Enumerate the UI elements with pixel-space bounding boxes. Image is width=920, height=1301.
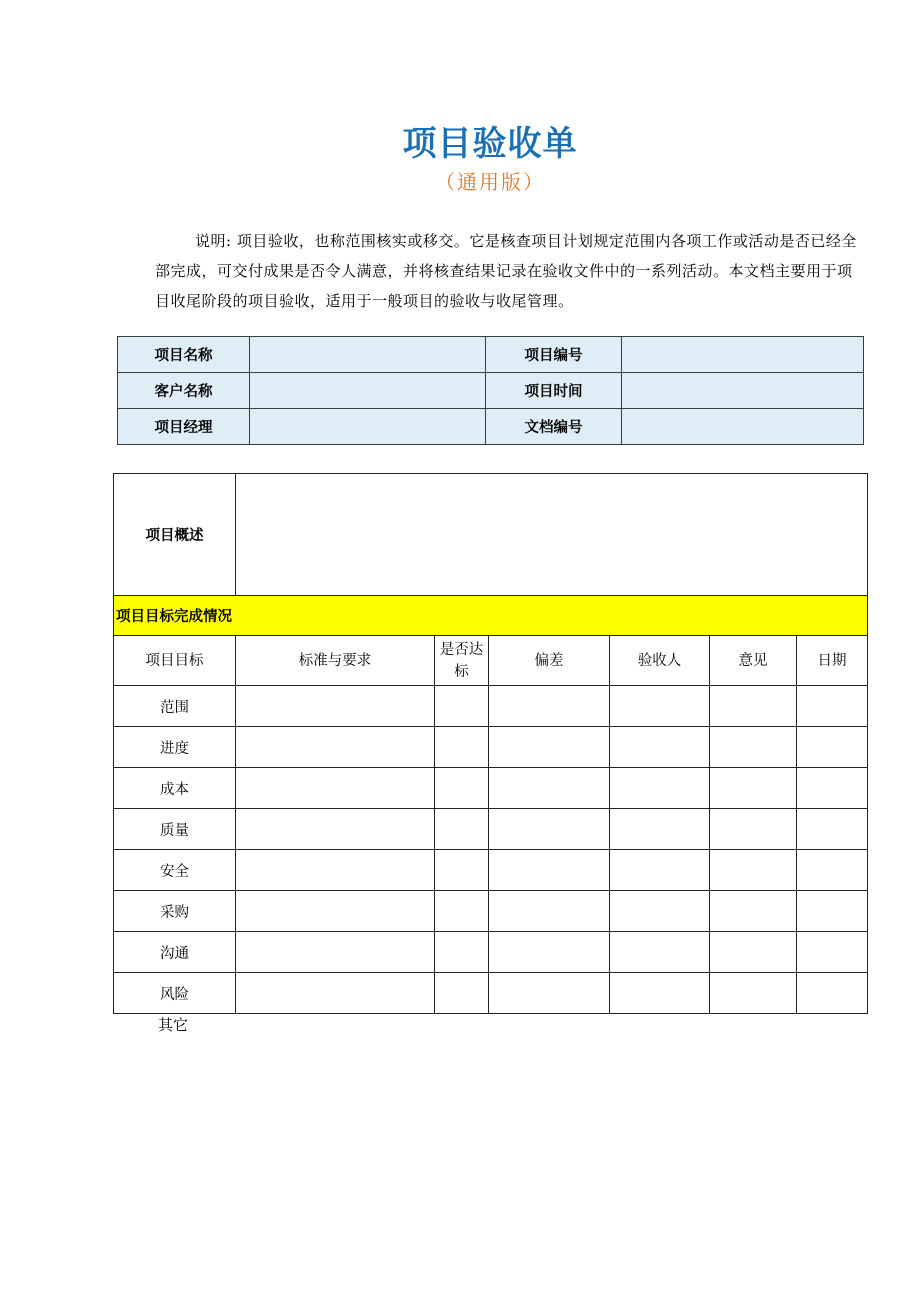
table-cell[interactable] — [610, 686, 710, 727]
table-cell[interactable] — [236, 891, 435, 932]
table-cell[interactable] — [710, 932, 797, 973]
table-row — [114, 686, 868, 727]
table-cell[interactable] — [236, 973, 435, 1014]
table-row — [114, 727, 868, 768]
row-label: 成本 — [114, 768, 236, 809]
table-header-row — [114, 636, 868, 686]
table-cell[interactable] — [236, 686, 435, 727]
table-cell[interactable] — [489, 973, 610, 1014]
table-cell[interactable] — [610, 809, 710, 850]
column-header: 标准与要求 — [236, 636, 435, 686]
table-cell[interactable] — [435, 768, 489, 809]
document-title: 项目验收单 — [402, 124, 578, 164]
table-cell[interactable] — [236, 768, 435, 809]
section-title: 项目目标完成情况 — [114, 596, 868, 636]
table-cell[interactable] — [435, 686, 489, 727]
table-cell[interactable] — [489, 727, 610, 768]
table-cell[interactable] — [236, 850, 435, 891]
table-cell[interactable] — [710, 809, 797, 850]
table-row — [114, 850, 868, 891]
table-cell[interactable] — [435, 973, 489, 1014]
table-cell[interactable] — [236, 809, 435, 850]
document-description: 说明: 项目验收，也称范围核实或移交。它是核查项目计划规定范围内各项工作或活动是否已经全部完成，可交付成果是否令人满意，并将核查结果记录在验收文件中的一系列活动。本文档主要用于项目收尾阶段的项目验收，适用于一般项目的验收与收尾管理。 — [155, 232, 857, 310]
document-subtitle: （通用版） — [435, 170, 545, 194]
row-label: 风险 — [114, 973, 236, 1014]
table-cell[interactable] — [610, 973, 710, 1014]
project-number-field[interactable] — [622, 337, 864, 373]
client-name-label: 客户名称 — [118, 373, 250, 409]
table-cell[interactable] — [797, 809, 868, 850]
row-label: 进度 — [114, 727, 236, 768]
project-number-label: 项目编号 — [486, 337, 622, 373]
row-label: 采购 — [114, 891, 236, 932]
row-label: 质量 — [114, 809, 236, 850]
table-cell[interactable] — [435, 932, 489, 973]
table-cell[interactable] — [435, 850, 489, 891]
column-header: 是否达标 — [435, 636, 489, 686]
table-row — [114, 932, 868, 973]
table-row — [114, 768, 868, 809]
column-header: 意见 — [710, 636, 797, 686]
table-cell[interactable] — [435, 809, 489, 850]
table-cell[interactable] — [489, 891, 610, 932]
table-cell[interactable] — [236, 932, 435, 973]
table-cell[interactable] — [797, 850, 868, 891]
row-label: 沟通 — [114, 932, 236, 973]
project-time-field[interactable] — [622, 373, 864, 409]
table-cell[interactable] — [797, 932, 868, 973]
table-cell[interactable] — [489, 809, 610, 850]
column-header: 项目目标 — [114, 636, 236, 686]
table-cell[interactable] — [797, 973, 868, 1014]
table-cell[interactable] — [435, 891, 489, 932]
document-number-field[interactable] — [622, 409, 864, 445]
column-header: 日期 — [797, 636, 868, 686]
table-cell[interactable] — [710, 768, 797, 809]
overview-field[interactable] — [236, 474, 868, 596]
overview-label: 项目概述 — [114, 474, 236, 596]
table-cell[interactable] — [710, 727, 797, 768]
project-name-label: 项目名称 — [118, 337, 250, 373]
table-cell[interactable] — [435, 727, 489, 768]
table-row — [114, 809, 868, 850]
column-header: 偏差 — [489, 636, 610, 686]
table-cell[interactable] — [489, 850, 610, 891]
project-time-label: 项目时间 — [486, 373, 622, 409]
table-cell[interactable] — [797, 727, 868, 768]
document-number-label: 文档编号 — [486, 409, 622, 445]
table-cell[interactable] — [236, 727, 435, 768]
client-name-field[interactable] — [250, 373, 486, 409]
table-cell[interactable] — [710, 686, 797, 727]
table-cell[interactable] — [710, 850, 797, 891]
table-row — [114, 973, 868, 1014]
table-cell[interactable] — [610, 727, 710, 768]
table-cell[interactable] — [610, 768, 710, 809]
table-cell[interactable] — [489, 686, 610, 727]
acceptance-table — [113, 473, 868, 1014]
table-cell[interactable] — [797, 768, 868, 809]
table-cell[interactable] — [797, 686, 868, 727]
table-cell[interactable] — [489, 768, 610, 809]
table-cell[interactable] — [710, 891, 797, 932]
project-name-field[interactable] — [250, 337, 486, 373]
other-label: 其它 — [158, 1016, 189, 1034]
table-row — [114, 891, 868, 932]
project-manager-field[interactable] — [250, 409, 486, 445]
table-cell[interactable] — [610, 932, 710, 973]
row-label: 范围 — [114, 686, 236, 727]
table-cell[interactable] — [610, 850, 710, 891]
project-manager-label: 项目经理 — [118, 409, 250, 445]
project-info-table — [117, 336, 864, 445]
table-cell[interactable] — [489, 932, 610, 973]
table-cell[interactable] — [610, 891, 710, 932]
table-cell[interactable] — [710, 973, 797, 1014]
table-cell[interactable] — [797, 891, 868, 932]
row-label: 安全 — [114, 850, 236, 891]
column-header: 验收人 — [610, 636, 710, 686]
